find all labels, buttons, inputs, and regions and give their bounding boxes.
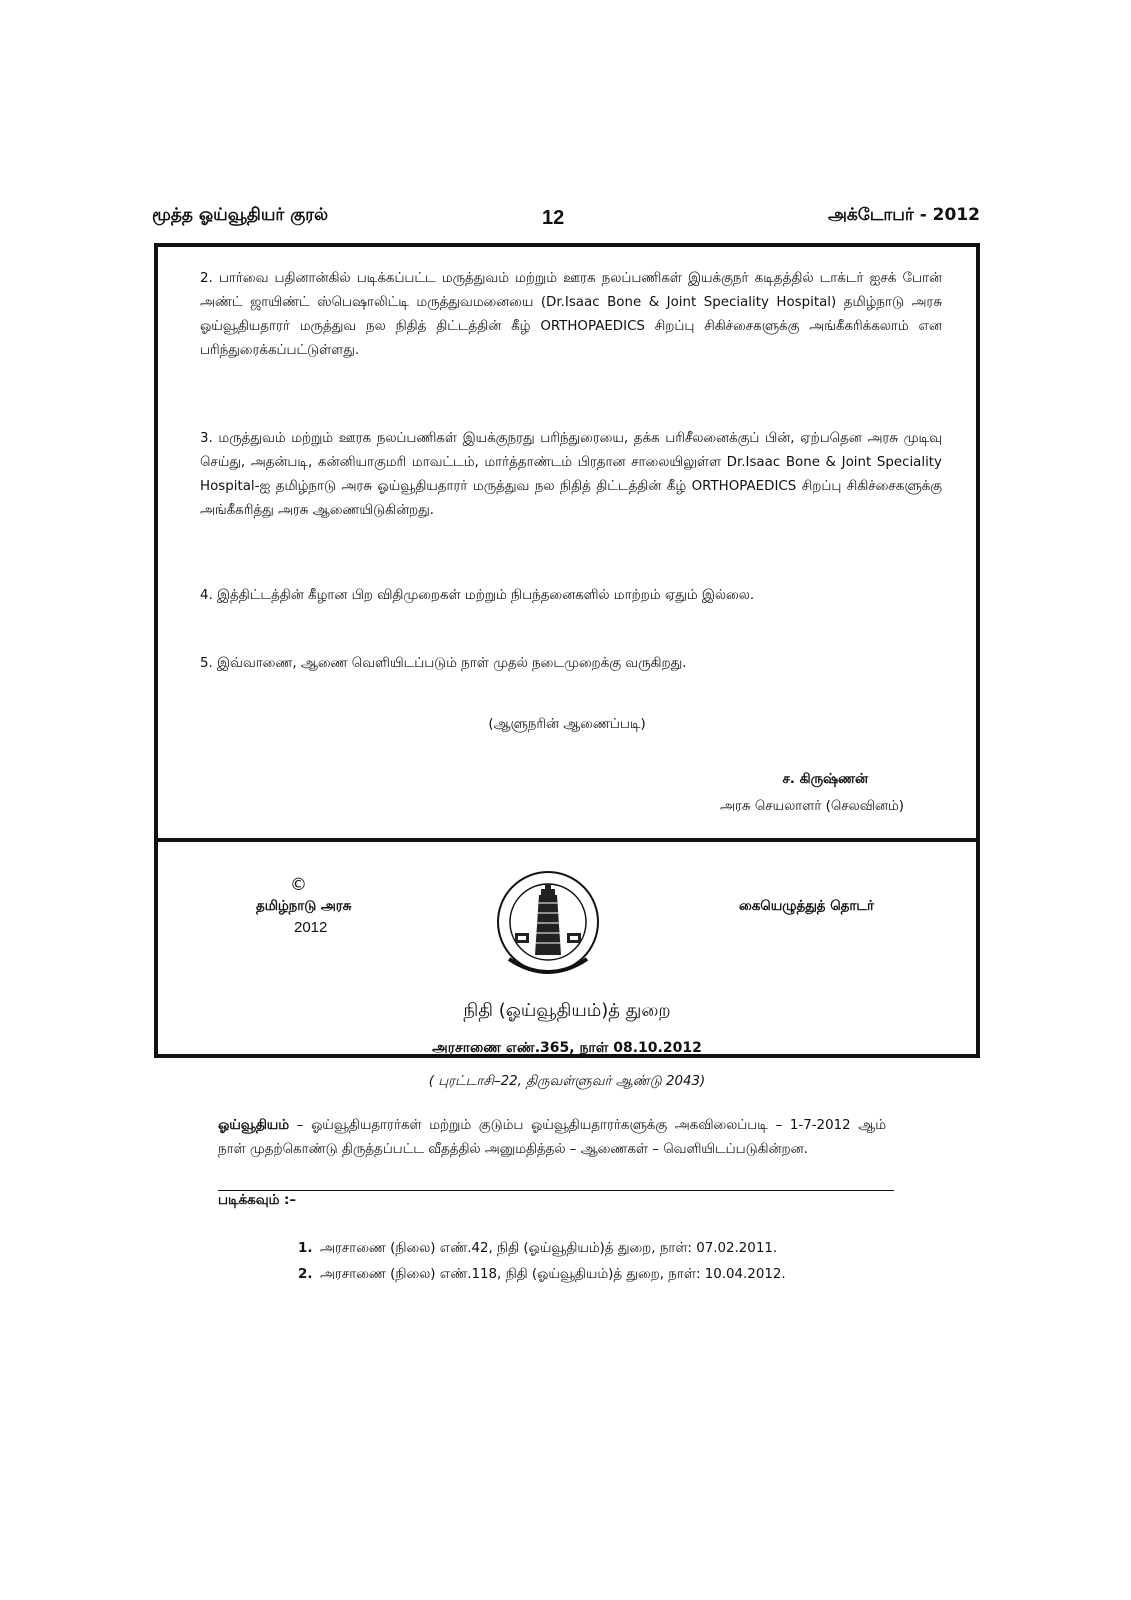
copyright-year: 2012 <box>294 919 328 936</box>
subject-title: ஓய்வூதியம் <box>218 1118 290 1133</box>
subject <box>218 1114 886 1162</box>
reference-number: 1. <box>298 1241 313 1256</box>
paragraph-4: 4. இத்திட்டத்தின் கீழான பிற விதிமுறைகள் மற்றும் நிபந்தனைகளில் மாற்றம் ஏதும் இல்லை. <box>200 588 755 603</box>
issue-date: அக்டோபர் - 2012 <box>828 205 980 225</box>
document-frame <box>154 243 980 1282</box>
read-label: படிக்கவும் :– <box>218 1193 297 1208</box>
magazine-title: மூத்த ஓய்வூதியர் குரல் <box>152 205 329 225</box>
order-by-governor: (ஆளுநரின் ஆணைப்படி) <box>488 717 646 732</box>
government-order-number: அரசாணை எண்.365, நாள் 08.10.2012 <box>432 1040 702 1056</box>
reference-item <box>298 1263 858 1287</box>
reference-list <box>298 1237 858 1289</box>
series-label: கையெழுத்துத் தொடர் <box>739 899 874 914</box>
page-header <box>152 205 980 233</box>
signatory-name: ச. கிருஷ்ணன் <box>782 772 868 787</box>
paragraph-3: 3. மருத்துவம் மற்றும் ஊரக நலப்பணிகள் இயக்குநரது பரிந்துரையை, தக்க பரிசீலனைக்குப் பின், ஏற்பதென அரசு முடிவு செய்து, அதன்படி, கன்னியாகுமரி மாவட்டம், மார்த்தாண்டம் பிரதான சாலையிலுள்ள Dr.Isaac Bone & Joint Speciality Hospital-ஐ தமிழ்நாடு அரசு ஓய்வூதியதாரர் மருத்துவ நல நிதித் திட்டத்தின் கீழ் ORTHOPAEDICS சிறப்பு சிகிச்சைகளுக்கு அங்கீகரித்து அரசு ஆணையிடுகின்றது. <box>200 431 942 518</box>
reference-text: அரசாணை (நிலை) எண்.118, நிதி (ஓய்வூதியம்)த் துறை, நாள்: 10.04.2012. <box>320 1267 786 1282</box>
subject-text: – ஓய்வூதியதாரர்கள் மற்றும் குடும்ப ஓய்வூதியதாரர்களுக்கு அகவிலைப்படி – 1-7-2012 ஆம் நாள் முதற்கொண்டு திருத்தப்பட்ட வீதத்தில் அனுமதித்தல் – ஆணைகள் – வெளியிடப்படுகின்றன. <box>218 1118 886 1157</box>
page-number: 12 <box>542 207 565 229</box>
section-divider <box>158 838 976 842</box>
copyright-organization: தமிழ்நாடு அரசு <box>256 899 352 914</box>
tamil-nadu-emblem-icon <box>493 867 603 982</box>
signatory-title: அரசு செயலாளர் (செலவினம்) <box>720 799 904 814</box>
department-name: நிதி (ஓய்வூதியம்)த் துறை <box>463 1000 671 1021</box>
paragraph-5: 5. இவ்வாணை, ஆணை வெளியிடப்படும் நாள் முதல் நடைமுறைக்கு வருகிறது. <box>200 656 687 671</box>
reference-text: அரசாணை (நிலை) எண்.42, நிதி (ஓய்வூதியம்)த் துறை, நாள்: 07.02.2011. <box>320 1241 778 1256</box>
tamil-calendar-date: ( புரட்டாசி–22, திருவள்ளுவர் ஆண்டு 2043) <box>428 1074 706 1089</box>
copyright-symbol: © <box>290 875 307 895</box>
reference-item <box>298 1237 858 1261</box>
reference-number: 2. <box>298 1267 313 1282</box>
subject-underline <box>218 1190 894 1191</box>
paragraph-2: 2. பார்வை பதினான்கில் படிக்கப்பட்ட மருத்துவம் மற்றும் ஊரக நலப்பணிகள் இயக்குநர் கடிதத்தில் டாக்டர் ஐசக் போன் அண்ட் ஜாயிண்ட் ஸ்பெஷாலிட்டி மருத்துவமனையை (Dr.Isaac Bone & Joint Speciality Hospital) தமிழ்நாடு அரசு ஓய்வூதியதாரர் மருத்துவ நல நிதித் திட்டத்தின் கீழ் ORTHOPAEDICS சிறப்பு சிகிச்சைகளுக்கு அங்கீகரிக்கலாம் என பரிந்துரைக்கப்பட்டுள்ளது. <box>200 271 942 358</box>
